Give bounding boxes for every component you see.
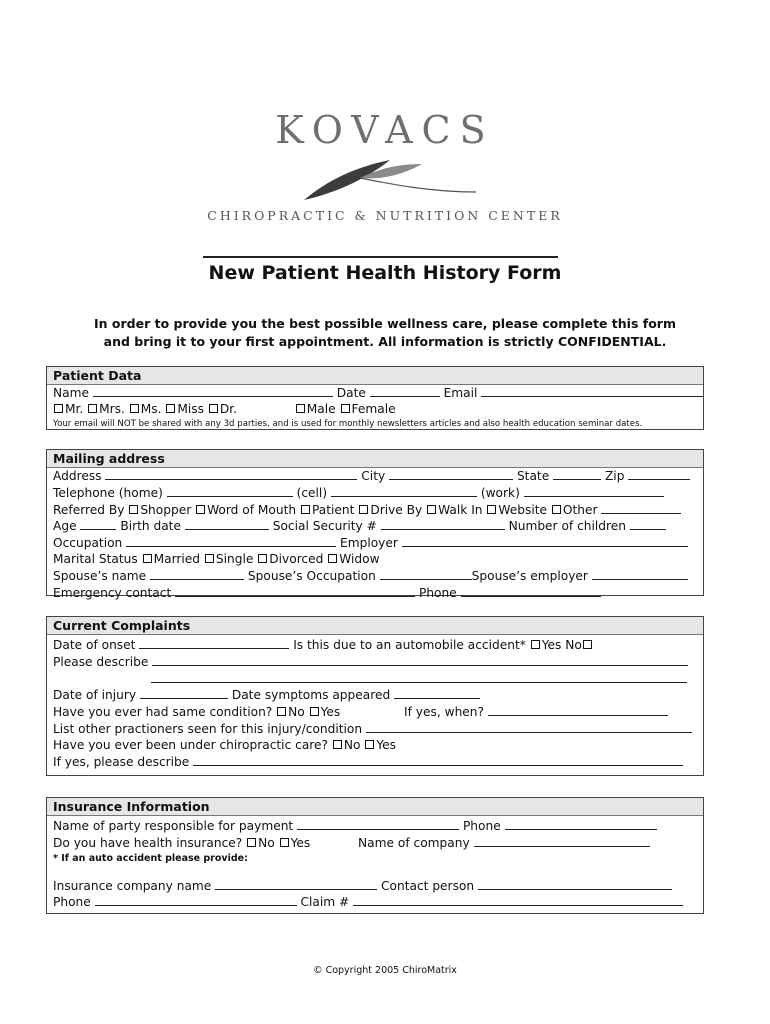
email-field[interactable] (481, 385, 703, 397)
spouse-employer-label: Spouse’s employer (471, 568, 588, 583)
responsible-phone-field[interactable] (505, 818, 657, 830)
sex-male-checkbox[interactable] (296, 404, 305, 413)
occupation-field[interactable] (126, 535, 336, 547)
option-label: Married (153, 551, 201, 566)
referral-patient-checkbox[interactable] (301, 505, 310, 514)
ssn-label: Social Security # (272, 519, 377, 534)
option-label: Yes (290, 835, 311, 850)
option-label: Patient (312, 502, 355, 517)
name-field[interactable] (93, 385, 333, 397)
state-label: State (516, 469, 550, 483)
insurance-section (46, 797, 704, 914)
option-label: Shopper (140, 502, 192, 517)
section-heading: Insurance Information (47, 798, 703, 816)
option-label: No (288, 705, 305, 720)
other-practitioners-field[interactable] (366, 721, 692, 733)
leaf-logo-icon (300, 148, 480, 208)
responsible-party-field[interactable] (297, 818, 459, 830)
children-field[interactable] (630, 518, 666, 530)
birth-date-label: Birth date (120, 519, 181, 534)
company-name-field[interactable] (474, 835, 650, 847)
date-field[interactable] (370, 385, 440, 397)
date-label: Date (336, 386, 366, 400)
option-label: Yes (376, 737, 397, 752)
address-label: Address (53, 469, 102, 483)
option-label: Ms. (140, 401, 162, 416)
spouse-occupation-label: Spouse’s Occupation (247, 568, 376, 583)
emergency-contact-label: Emergency contact (53, 585, 172, 600)
tel-home-label: Telephone (home) (53, 485, 163, 500)
if-yes-when-field[interactable] (488, 704, 668, 716)
date-onset-field[interactable] (139, 637, 289, 649)
work-field[interactable] (524, 485, 664, 497)
marital-status-label: Marital Status (53, 551, 138, 566)
if-yes-describe-label: If yes, please describe (53, 754, 190, 769)
children-label: Number of children (508, 519, 626, 534)
describe-field[interactable] (152, 654, 688, 666)
have-insurance-no-checkbox[interactable] (247, 838, 256, 847)
occupation-label: Occupation (53, 536, 123, 551)
referral-walk-in-checkbox[interactable] (427, 505, 436, 514)
option-label: Mrs. (99, 401, 125, 416)
option-label: Drive By (370, 502, 423, 517)
insurance-company-label: Insurance company name (53, 878, 212, 893)
cell-field[interactable] (331, 485, 477, 497)
section-heading: Mailing address (47, 450, 703, 468)
auto-accident-no-checkbox[interactable] (583, 640, 592, 649)
other-practitioners-label: List other practioners seen for this injury/condition (53, 721, 363, 736)
age-label: Age (53, 519, 77, 534)
option-label: Other (562, 502, 598, 517)
have-insurance-yes-checkbox[interactable] (280, 838, 289, 847)
option-label: Website (498, 502, 547, 517)
ssn-field[interactable] (381, 518, 505, 530)
employer-label: Employer (340, 536, 398, 551)
referral-word-of-mouth-checkbox[interactable] (196, 505, 205, 514)
spouse-employer-field[interactable] (592, 568, 688, 580)
have-insurance-label: Do you have health insurance? (53, 835, 243, 850)
title-divider (203, 256, 558, 258)
birth-date-field[interactable] (185, 518, 269, 530)
zip-label: Zip (604, 469, 625, 483)
title-ms-checkbox[interactable] (130, 404, 139, 413)
insurance-company-field[interactable] (215, 878, 377, 890)
option-label: Yes (541, 638, 562, 652)
spouse-name-field[interactable] (150, 568, 244, 580)
marital-single-checkbox[interactable] (205, 554, 214, 563)
contact-person-field[interactable] (478, 878, 672, 890)
option-label: No (343, 737, 361, 752)
section-heading: Current Complaints (47, 617, 703, 635)
company-name-label: Name of company (358, 835, 470, 850)
title-dr-checkbox[interactable] (209, 404, 218, 413)
patient-data-section (46, 366, 704, 430)
under-chiro-no-checkbox[interactable] (333, 740, 342, 749)
referred-by-label: Referred By (53, 502, 125, 517)
current-complaints-section (46, 616, 704, 776)
responsible-party-label: Name of party responsible for payment (53, 819, 294, 833)
claim-field[interactable] (353, 894, 683, 906)
claim-label: Claim # (300, 895, 350, 910)
zip-field[interactable] (628, 468, 690, 480)
date-injury-label: Date of injury (53, 688, 137, 703)
auto-accident-label: Is this due to an automobile accident* (293, 638, 526, 652)
describe-field-2[interactable] (151, 671, 687, 683)
intro-text (0, 315, 770, 351)
emergency-phone-field[interactable] (461, 585, 601, 597)
page-title: New Patient Health History Form (208, 262, 562, 284)
work-label: (work) (480, 485, 520, 500)
if-yes-describe-field[interactable] (193, 754, 683, 766)
name-label: Name (53, 386, 89, 400)
insurance-phone-label: Phone (53, 895, 91, 910)
date-symptoms-field[interactable] (394, 687, 480, 699)
same-condition-label: Have you ever had same condition? (53, 705, 273, 720)
title-mrs-checkbox[interactable] (88, 404, 97, 413)
option-label: Word of Mouth (207, 502, 297, 517)
date-symptoms-label: Date symptoms appeared (231, 688, 391, 703)
mailing-address-section (46, 449, 704, 600)
marital-widow-checkbox[interactable] (328, 554, 337, 563)
spouse-occupation-field[interactable] (380, 568, 472, 580)
option-label: Widow (339, 551, 380, 566)
option-label: Female (351, 401, 396, 416)
employer-field[interactable] (402, 535, 688, 547)
title-miss-checkbox[interactable] (166, 404, 175, 413)
logo-subtitle: CHIROPRACTIC & NUTRITION CENTER (207, 208, 563, 223)
tel-home-field[interactable] (167, 485, 293, 497)
referral-other-checkbox[interactable] (552, 505, 561, 514)
email-label: Email (443, 386, 478, 400)
under-chiro-label: Have you ever been under chiropractic care? (53, 737, 329, 752)
same-condition-no-checkbox[interactable] (277, 707, 286, 716)
auto-accident-yes-checkbox[interactable] (531, 640, 540, 649)
insurance-phone-field[interactable] (95, 894, 297, 906)
date-onset-label: Date of onset (53, 638, 136, 652)
contact-person-label: Contact person (381, 878, 475, 893)
cell-label: (cell) (296, 485, 328, 500)
option-label: Miss (177, 401, 205, 416)
state-field[interactable] (553, 468, 601, 480)
city-field[interactable] (389, 468, 513, 480)
intro-line-1: In order to provide you the best possible wellness care, please complete this form (94, 316, 676, 331)
title-mr-checkbox[interactable] (54, 404, 63, 413)
emergency-contact-field[interactable] (175, 585, 415, 597)
option-label: Divorced (269, 551, 324, 566)
option-label: Male (306, 401, 336, 416)
referral-website-checkbox[interactable] (487, 505, 496, 514)
emergency-phone-label: Phone (418, 585, 457, 600)
marital-married-checkbox[interactable] (143, 554, 152, 563)
referral-drive-by-checkbox[interactable] (359, 505, 368, 514)
please-describe-label: Please describe (53, 654, 149, 669)
copyright: © Copyright 2005 ChiroMatrix (313, 965, 457, 976)
city-label: City (361, 469, 386, 483)
section-heading: Patient Data (47, 367, 703, 385)
auto-accident-note: * If an auto accident please provide: (53, 852, 248, 864)
sex-female-checkbox[interactable] (341, 404, 350, 413)
marital-divorced-checkbox[interactable] (258, 554, 267, 563)
referral-shopper-checkbox[interactable] (129, 505, 138, 514)
responsible-phone-label: Phone (462, 819, 501, 833)
option-label: Single (215, 551, 254, 566)
option-label: No (258, 835, 275, 850)
option-label: No (565, 638, 582, 652)
referral-other-field[interactable] (601, 502, 681, 514)
intro-line-2: and bring it to your first appointment. All information is strictly CONFIDENTIAL. (103, 334, 667, 349)
email-note: Your email will NOT be shared with any 3d parties, and is used for monthly newsletters articles and also health education seminar dates. (53, 418, 643, 429)
date-injury-field[interactable] (140, 687, 228, 699)
option-label: Yes (320, 705, 341, 720)
logo-name: KOVACS (275, 108, 495, 152)
age-field[interactable] (80, 518, 116, 530)
same-condition-yes-checkbox[interactable] (310, 707, 319, 716)
if-yes-when-label: If yes, when? (404, 705, 484, 720)
under-chiro-yes-checkbox[interactable] (365, 740, 374, 749)
option-label: Walk In (438, 502, 483, 517)
option-label: Dr. (219, 401, 238, 416)
address-field[interactable] (105, 468, 357, 480)
spouse-name-label: Spouse’s name (53, 568, 147, 583)
option-label: Mr. (65, 401, 84, 416)
